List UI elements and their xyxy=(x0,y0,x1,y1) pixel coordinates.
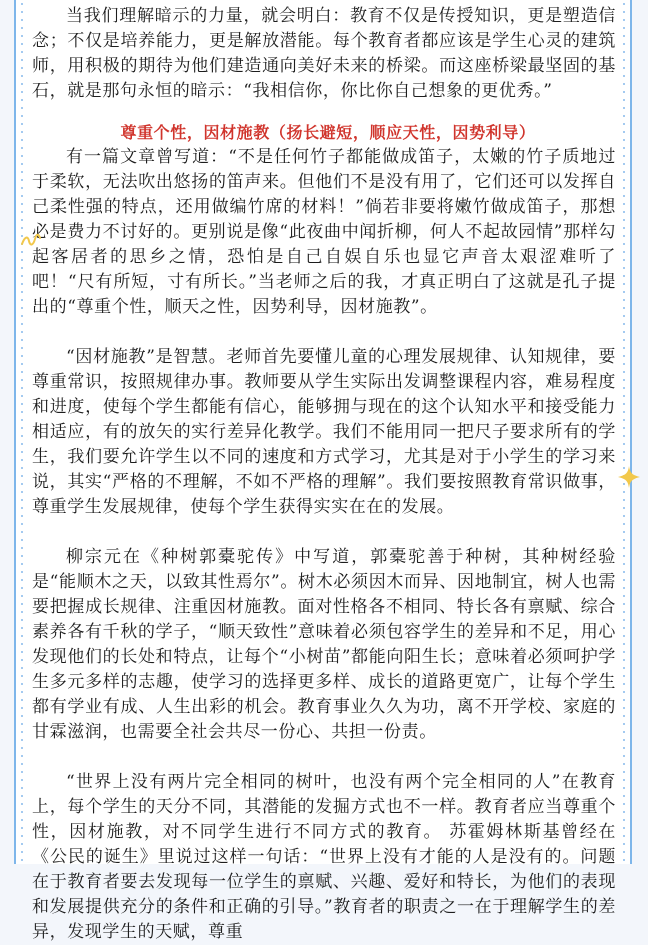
squiggle-decoration-icon xyxy=(20,232,42,248)
paragraph-bamboo: 有一篇文章曾写道：“不是任何竹子都能做成笛子，太嫩的竹子质地过于柔软，无法吹出悠扬的笛声来。但他们不是没有用了，它们还可以发挥自己柔性强的特点，还用做编竹席的材料！”倘若非要将嫩竹做成笛子，那想必是费力不讨好的。更别说是像“此夜曲中闻折柳，何人不起故园情”那样勾起客居者的思乡之情，恐怕是自己自娱自乐也显它声音太艰涩难听了吧！“尺有所短，寸有所长。”当老师之后的我，才真正明白了这就是孔子提出的“尊重个性，顺天之性，因势利导，因材施教”。 xyxy=(32,147,616,317)
right-dotted-border xyxy=(623,0,625,864)
paragraph-individuality: “世界上没有两片完全相同的树叶，也没有两个完全相同的人”在教育上，每个学生的天分不同，其潜能的发掘方式也不一样。教育者应当尊重个性，因材施教，对不同学生进行不同方式的教育。 苏霍姆林斯基曾经在《公民的诞生》里说过这样一句话：“世界上没有才能的人是没有的。问题在于教育者要去发现每一位学生的禀赋、兴趣、爱好和特长，为他们的表现和发展提供充分的条件和正确的引导。”教育者的职责之一在于理解学生的差异，发现学生的天赋，尊重 xyxy=(32,772,616,942)
section-heading: 尊重个性，因材施教（扬长避短，顺应天性，因势利导） xyxy=(120,123,536,142)
sparkle-star-icon xyxy=(617,465,641,489)
paragraph-intro: 当我们理解暗示的力量，就会明白：教育不仅是传授知识，更是塑造信念；不仅是培养能力，更是解放潜能。每个教育者都应该是学生心灵的建筑师，用积极的期待为他们建造通向美好未来的桥梁。而这座桥梁最坚固的基石，就是那句永恒的暗示：“我相信你，你比你自己想象的更优秀。” xyxy=(32,6,616,101)
page-frame xyxy=(14,0,632,942)
article-body xyxy=(32,4,616,945)
paragraph-teaching-wisdom: “因材施教”是智慧。老师首先要懂儿童的心理发展规律、认知规律，要尊重常识，按照规律办事。教师要从学生实际出发调整课程内容，难易程度和进度，使每个学生都能有信心，能够拥与现在的这个认知水平和接受能力相适应，有的放矢的实行差异化教学。我们不能用同一把尺子要求所有的学生，我们要允许学生以不同的速度和方式学习，尤其是对于小学生的学习来说，其实“严格的不理解，不如不严格的理解”。我们要按照教育常识做事，尊重学生发展规律，使每个学生获得实实在在的发展。 xyxy=(32,347,616,517)
left-dotted-border xyxy=(21,0,23,864)
paragraph-liu-zongyuan: 柳宗元在《种树郭橐驼传》中写道，郭橐驼善于种树，其种树经验是“能顺木之天，以致其性焉尔”。树木必须因木而异、因地制宜，树人也需要把握成长规律、注重因材施教。面对性格各不相同、特长各有禀赋、综合素养各有千秋的学子，“顺天致性”意味着必须包容学生的差异和不足，用心发现他们的长处和特点，让每个“小树苗”都能向阳生长；意味着必须呵护学生多元多样的志趣，使学习的选择更多样、成长的道路更宽广，让每个学生都有学业有成、人生出彩的机会。教育事业久久为功，离不开学校、家庭的甘霖滋润，也需要全社会共尽一份心、共担一份责。 xyxy=(32,547,616,742)
